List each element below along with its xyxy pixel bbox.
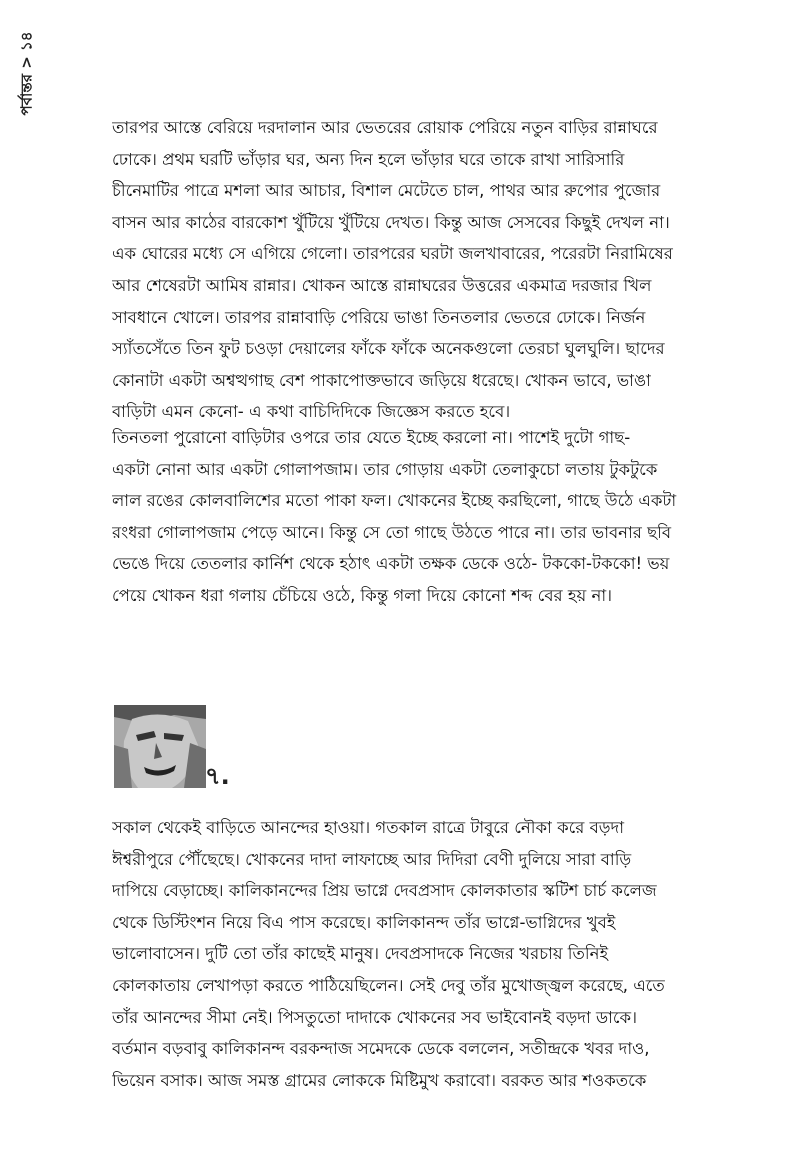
text-line: রংধরা গোলাপজাম পেড়ে আনে। কিন্তু সে তো গাছে উঠতে পারে না। তার ভাবনার ছবি [112, 522, 672, 542]
text-line: কোলকাতায় লেখাপড়া করতে পাঠিয়েছিলেন। সেই দেবু তাঁর মুখোজ্জ্বল করেছে, এতে [112, 975, 665, 995]
paragraph-3 [112, 812, 708, 1096]
text-line: তাঁর আনন্দের সীমা নেই। পিসতুতো দাদাকে খোকনের সব ভাইবোনই বড়দা ডাকে। [112, 1007, 638, 1027]
chapter-number: ৭. [205, 762, 230, 790]
running-head-text: পর্বান্তর > ১৪ [17, 31, 36, 115]
text-line: বাসন আর কাঠের বারকোশ খুঁটিয়ে খুঁটিয়ে দেখত। কিন্তু আজ সেসবের কিছুই দেখল না। [112, 212, 670, 232]
text-line: আর শেষেরটা আমিষ রান্নার। খোকন আস্তে রান্নাঘরের উত্তরের একমাত্র দরজার খিল [112, 275, 652, 295]
text-line: একটা নোনা আর একটা গোলাপজাম। তার গোড়ায় একটা তেলাকুচো লতায় টুকটুকে [112, 459, 658, 479]
text-line: থেকে ডিস্টিংশন নিয়ে বিএ পাস করেছে। কালিকানন্দ তাঁর ভাগ্নে-ভাগ্নিদের খুবই [112, 912, 616, 932]
text-line: দাপিয়ে বেড়াচ্ছে। কালিকানন্দের প্রিয় ভাগ্নে দেবপ্রসাদ কোলকাতার স্কটিশ চার্চ কলেজ [112, 881, 657, 901]
chapter-portrait-image [114, 705, 206, 788]
text-line: তারপর আস্তে বেরিয়ে দরদালান আর ভেতরের রোয়াক পেরিয়ে নতুন বাড়ির রান্নাঘরে [112, 118, 658, 137]
text-line: ভেঙে দিয়ে তেতলার কার্নিশ থেকে হঠাৎ একটা তক্ষক ডেকে ওঠে- টককো-টককো! ভয় [112, 554, 670, 574]
text-line: লাল রঙের কোলবালিশের মতো পাকা ফল। খোকনের ইচ্ছে করছিলো, গাছে উঠে একটা [112, 491, 677, 511]
running-head [8, 28, 48, 118]
text-line: ঢোকে। প্রথম ঘরটি ভাঁড়ার ঘর, অন্য দিন হলে ভাঁড়ার ঘরে তাকে রাখা সারিসারি [112, 149, 625, 169]
portrait-sketch [114, 705, 206, 788]
text-line: ভালোবাসেন। দুটি তো তাঁর কাছেই মানুষ। দেবপ্রসাদকে নিজের খরচায় তিনিই [112, 944, 609, 964]
text-line: বাড়িটা এমন কেনো- এ কথা বাচিদিদিকে জিজ্ঞেস করতে হবে। [112, 402, 511, 422]
text-line: এক ঘোরের মধ্যে সে এগিয়ে গেলো। তারপরের ঘরটা জলখাবারের, পরেরটা নিরামিষের [112, 244, 673, 264]
text-line: সকাল থেকেই বাড়িতে আনন্দের হাওয়া। গতকাল রাত্রে টাবুরে নৌকা করে বড়দা [112, 818, 624, 837]
paragraph-2 [112, 422, 708, 612]
text-line: তিনতলা পুরোনো বাড়িটার ওপরে তার যেতে ইচ্ছে করলো না। পাশেই দুটো গাছ- [112, 428, 631, 447]
text-line: কোনাটা একটা অশ্বত্থগাছ বেশ পাকাপোক্তভাবে জড়িয়ে ধরেছে। খোকন ভাবে, ভাঙা [112, 370, 651, 390]
text-line: চীনেমাটির পাত্রে মশলা আর আচার, বিশাল মেটেতে চাল, পাথর আর রুপোর পুজোর [112, 181, 661, 201]
paragraph-1 [112, 112, 708, 428]
text-line: স্যাঁতসেঁতে তিন ফুট চওড়া দেয়ালের ফাঁকে ফাঁকে অনেকগুলো তেরচা ঘুলঘুলি। ছাদের [112, 339, 665, 359]
text-line: ঈশ্বরীপুরে পৌঁছেছে। খোকনের দাদা লাফাচ্ছে আর দিদিরা বেণী দুলিয়ে সারা বাড়ি [112, 849, 632, 869]
text-line: সাবধানে খোলে। তারপর রান্নাবাড়ি পেরিয়ে ভাঙা তিনতলার ভেতরে ঢোকে। নির্জন [112, 307, 646, 327]
text-line: ভিয়েন বসাক। আজ সমস্ত গ্রামের লোককে মিষ্টিমুখ করাবো। বরকত আর শওকতকে [112, 1070, 647, 1090]
text-line: বর্তমান বড়বাবু কালিকানন্দ বরকন্দাজ সমেদকে ডেকে বললেন, সতীন্দ্রকে খবর দাও, [112, 1039, 650, 1059]
text-line: পেয়ে খোকন ধরা গলায় চেঁচিয়ে ওঠে, কিন্তু গলা দিয়ে কোনো শব্দ বের হয় না। [112, 585, 613, 605]
